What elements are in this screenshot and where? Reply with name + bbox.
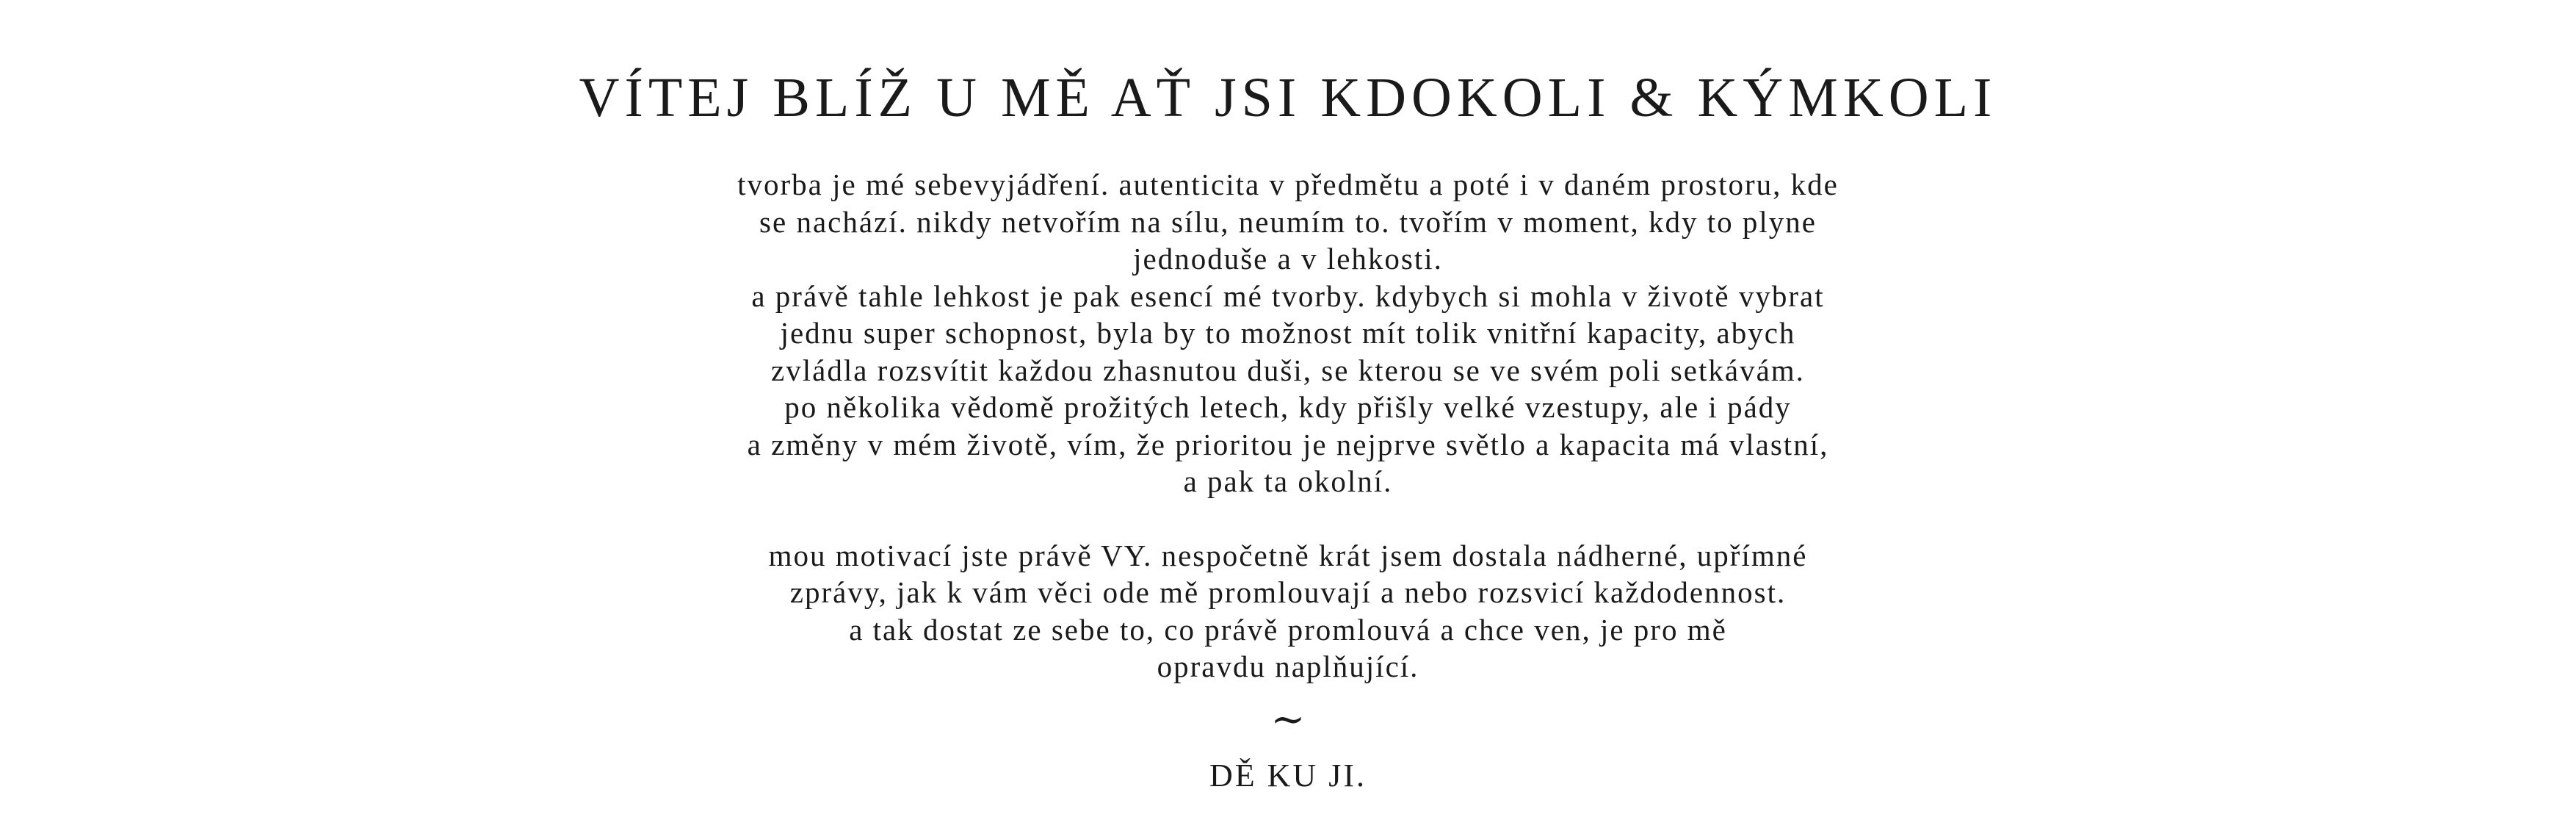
- tilde-separator: ~: [1270, 696, 1306, 744]
- paragraph-1: [627, 166, 1949, 500]
- text-line: po několika vědomě prožitých letech, kdy přišly velké vzestupy, ale i pády: [784, 390, 1792, 424]
- text-line: opravdu naplňující.: [1157, 650, 1419, 683]
- text-line: mou motivací jste právě VY. nespočetně krát jsem dostala nádherné, upřímné: [768, 538, 1808, 572]
- text-line: a tak dostat ze sebe to, co právě promlouvá a chce ven, je pro mě: [849, 612, 1727, 647]
- signature: DĚ KU JI.: [1209, 758, 1367, 794]
- text-line: a právě tahle lehkost je pak esencí mé tvorby. kdybych si mohla v životě vybrat: [751, 278, 1825, 313]
- text-line: a změny v mém životě, vím, že prioritou je nejprve světlo a kapacita má vlastní,: [747, 427, 1829, 461]
- body-text: [627, 166, 1949, 686]
- text-line: jednu super schopnost, byla by to možnost mít tolik vnitřní kapacity, abych: [780, 316, 1796, 350]
- text-line: tvorba je mé sebevyjádření. autenticita v předmětu a poté i v daném prostoru, kde: [737, 168, 1839, 201]
- text-line: a pak ta okolní.: [1183, 464, 1393, 498]
- paragraph-2: [627, 537, 1949, 686]
- text-line: se nachází. nikdy netvořím na sílu, neumím to. tvořím v moment, kdy to plyne: [759, 204, 1817, 239]
- text-line: jednoduše a v lehkosti.: [1133, 242, 1443, 276]
- page-title: VÍTEJ BLÍŽ U MĚ AŤ JSI KDOKOLI & KÝMKOLI: [579, 67, 1997, 129]
- text-line: zvládla rozsvítit každou zhasnutou duši, se kterou se ve svém poli setkávám.: [771, 353, 1805, 387]
- text-line: zprávy, jak k vám věci ode mě promlouvají a nebo rozsvicí každodennost.: [789, 575, 1787, 609]
